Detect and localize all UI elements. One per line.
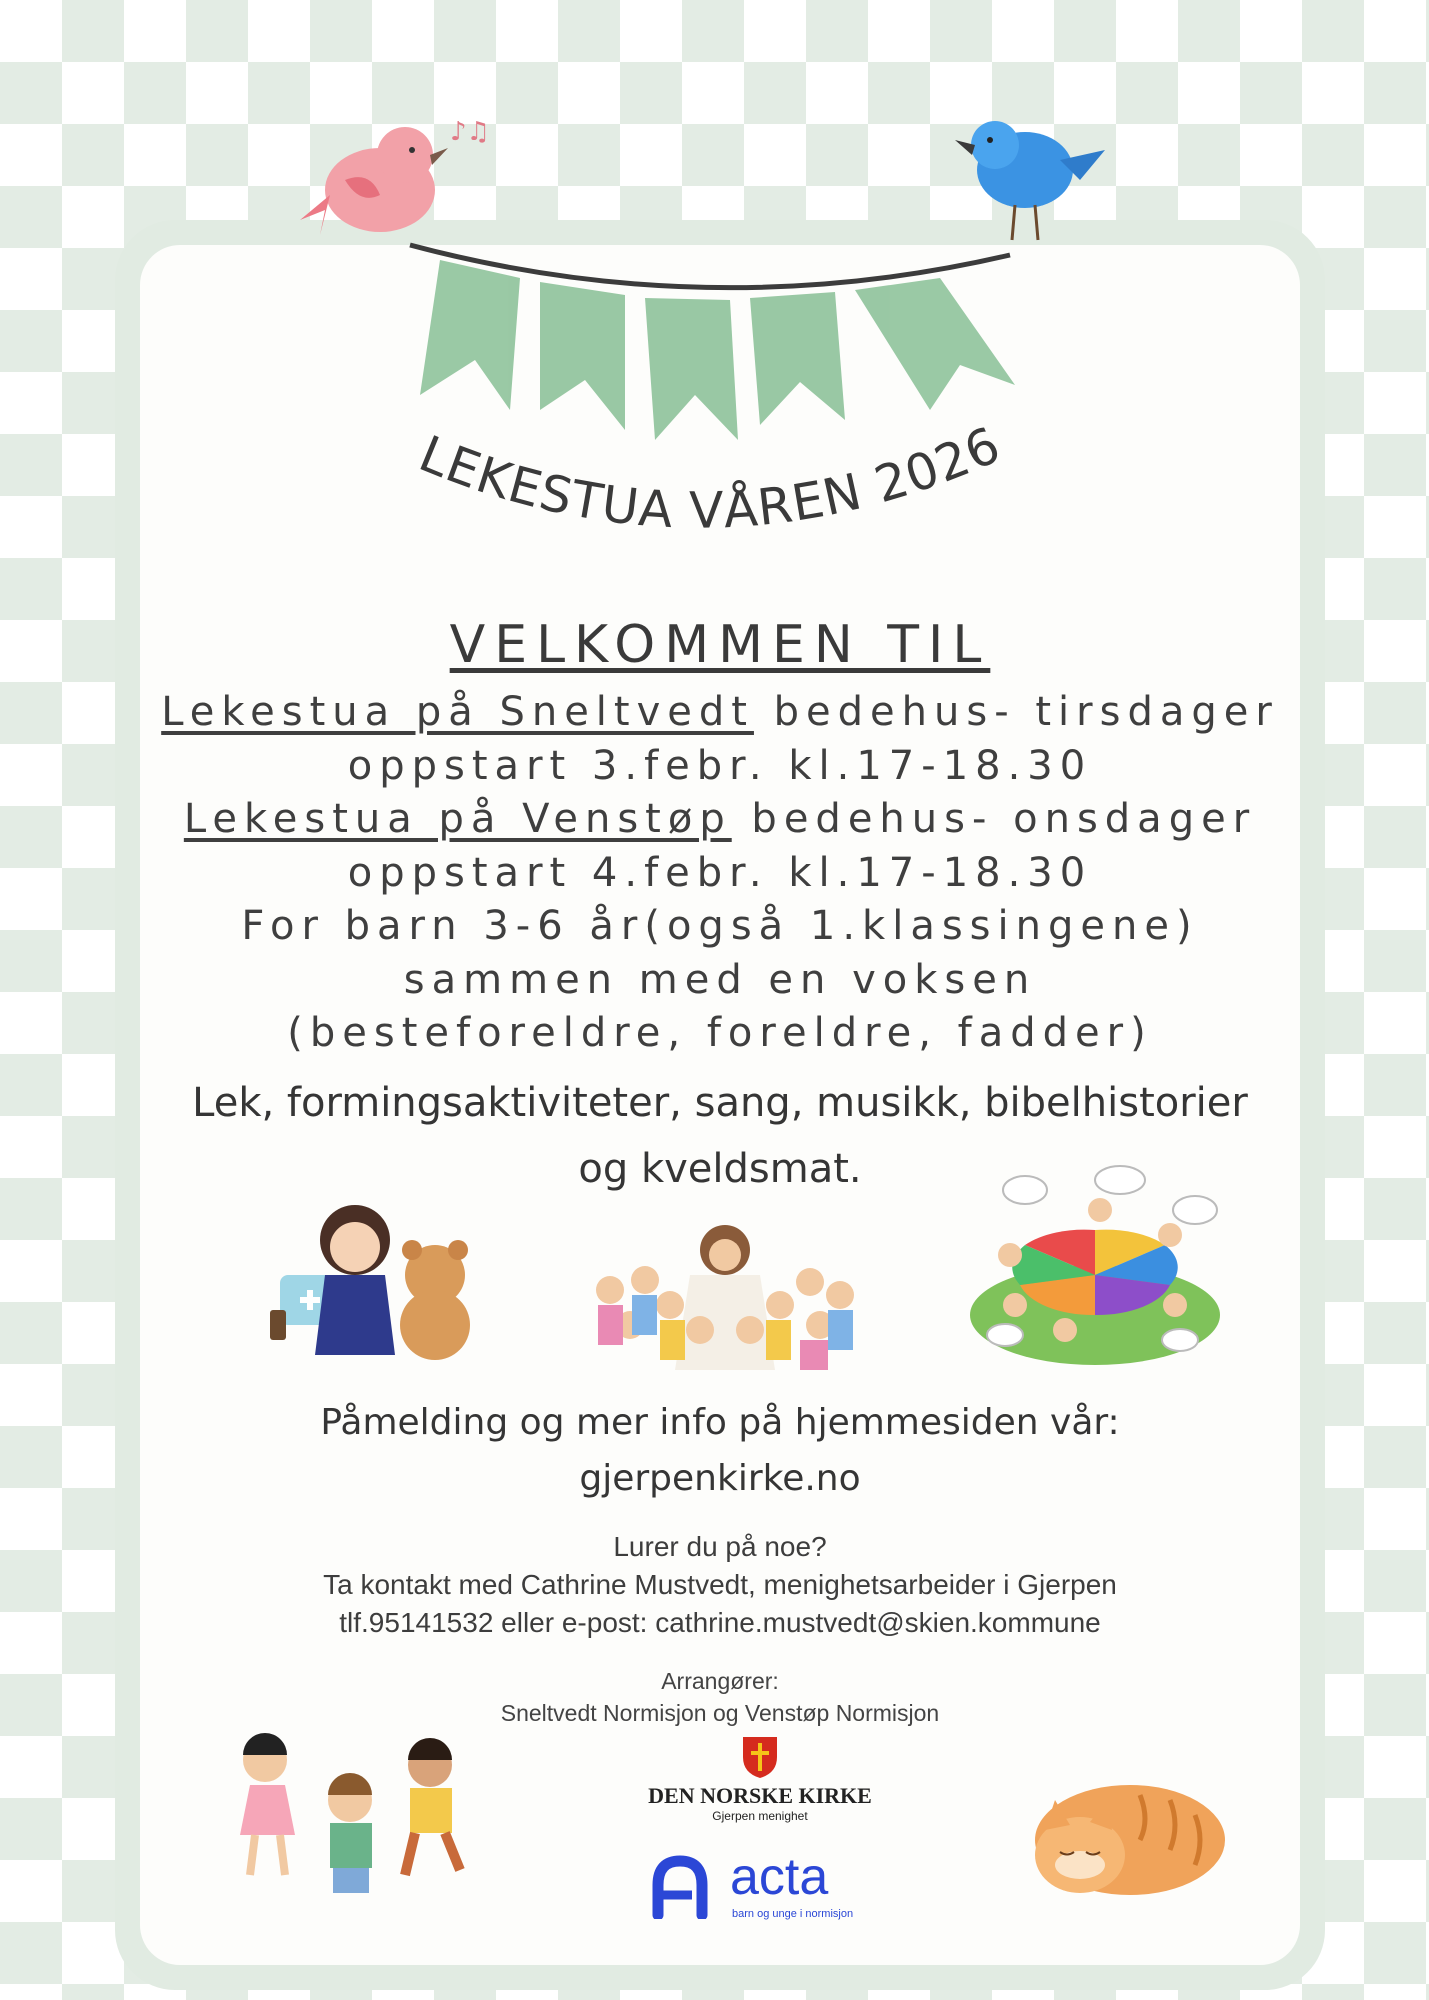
heading-welcome: VELKOMMEN TIL	[449, 615, 991, 675]
schedule-line	[140, 847, 1300, 901]
website-link[interactable]: gjerpenkirke.no	[579, 1458, 861, 1499]
contact-block	[140, 1528, 1300, 1642]
schedule-line	[140, 740, 1300, 794]
pennant	[540, 282, 625, 430]
svg-text:♪♫: ♪♫	[450, 117, 490, 147]
acta-logo	[650, 1848, 870, 1925]
pink-bird-icon	[300, 117, 490, 235]
organizers-label: Arrangører:	[661, 1668, 779, 1694]
pennant	[750, 292, 845, 425]
contact-question: Lurer du på noe?	[613, 1531, 827, 1562]
organizers-block	[140, 1665, 1300, 1729]
signup-block	[140, 1395, 1300, 1507]
title-arc	[380, 410, 1060, 580]
activities-line-2: og kveldsmat.	[578, 1146, 862, 1192]
pennant	[420, 260, 520, 410]
pennant	[855, 278, 1015, 410]
schedule-line	[140, 954, 1300, 1008]
schedule-block	[140, 686, 1300, 1061]
schedule-text: bedehus- onsdager	[731, 796, 1257, 842]
jesus-children-illustration	[570, 1210, 880, 1375]
schedule-line	[140, 686, 1300, 740]
schedule-location: Lekestua på Venstøp	[183, 796, 732, 842]
organizers-names: Sneltvedt Normisjon og Venstøp Normisjon	[500, 1700, 940, 1726]
jumping-kids-illustration	[215, 1725, 490, 1915]
schedule-text: sammen med en voksen	[403, 956, 1037, 1003]
sleeping-cat-illustration	[1020, 1760, 1230, 1900]
acta-symbol-icon	[650, 1855, 710, 1919]
blue-bird-icon	[955, 121, 1105, 240]
contact-details: tlf.95141532 eller e-post: cathrine.mustvedt@skien.kommune	[339, 1607, 1101, 1638]
church-name: DEN NORSKE KIRKE	[648, 1783, 872, 1808]
acta-subtitle: barn og unge i normisjon	[732, 1908, 854, 1920]
acta-name: acta	[730, 1848, 829, 1906]
schedule-location: Lekestua på Sneltvedt	[161, 689, 754, 735]
church-logo	[640, 1735, 880, 1823]
activities-line-1: Lek, formingsaktiviteter, sang, musikk, bibelhistorier	[192, 1080, 1248, 1126]
schedule-text: oppstart 4.febr. kl.17-18.30	[347, 849, 1093, 896]
schedule-line	[140, 793, 1300, 847]
schedule-text: bedehus- tirsdager	[753, 689, 1279, 735]
banner-title: LEKESTUA VÅREN 2026	[411, 415, 1010, 540]
signup-text: Påmelding og mer info på hjemmesiden vår:	[320, 1402, 1120, 1443]
contact-person: Ta kontakt med Cathrine Mustvedt, menighetsarbeider i Gjerpen	[323, 1569, 1117, 1600]
schedule-line	[140, 900, 1300, 954]
schedule-text: oppstart 3.febr. kl.17-18.30	[347, 742, 1093, 789]
schedule-line	[140, 1007, 1300, 1061]
girl-doctor-teddy-illustration	[270, 1195, 480, 1370]
schedule-text: For barn 3-6 år(også 1.klassingene)	[241, 903, 1199, 949]
church-subtitle: Gjerpen menighet	[712, 1809, 808, 1823]
bunting-illustration	[290, 110, 1130, 450]
schedule-text: (besteforeldre, foreldre, fadder)	[287, 1010, 1153, 1056]
children-parachute-illustration	[965, 1165, 1225, 1375]
church-shield-icon	[741, 1735, 779, 1779]
